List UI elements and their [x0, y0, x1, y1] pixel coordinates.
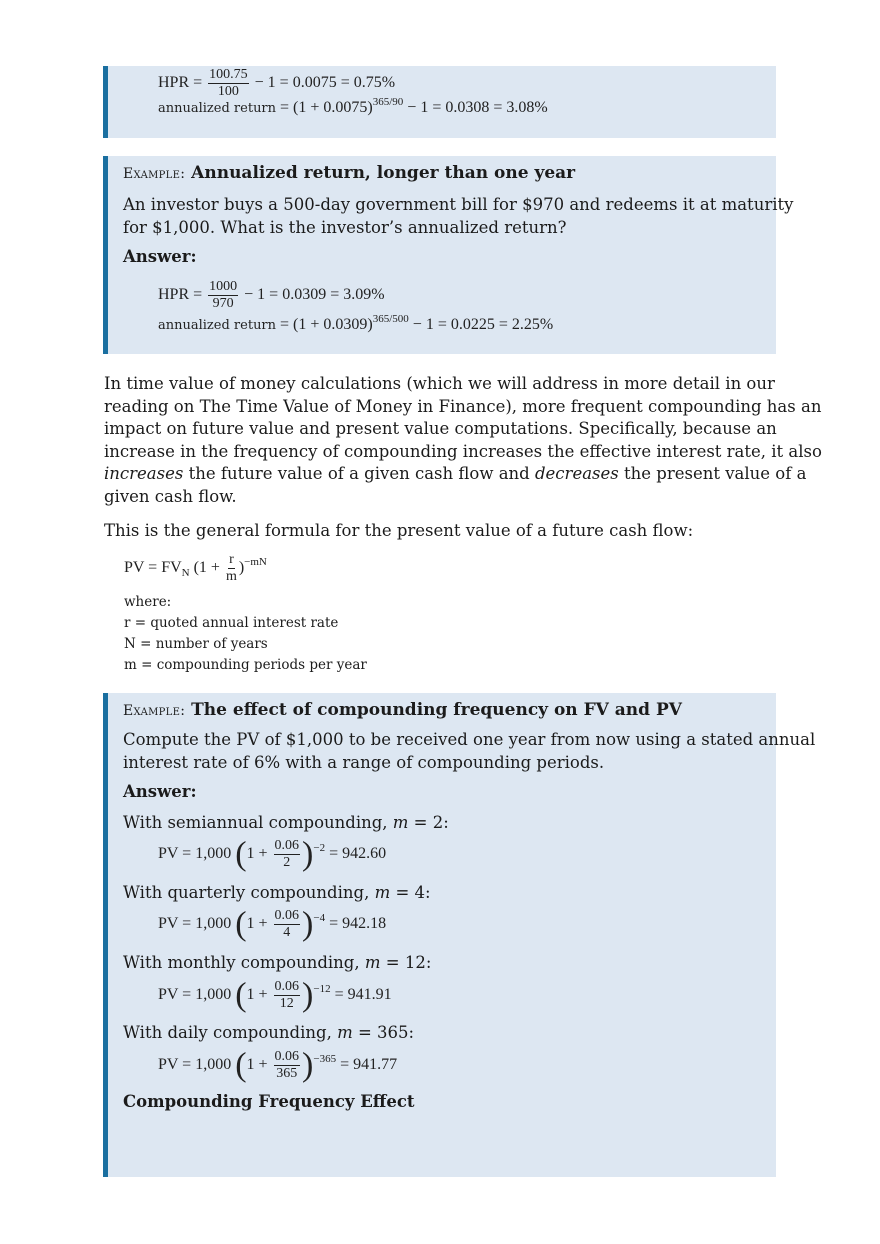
answer-label: Answer:	[123, 782, 197, 801]
annualized-return-formula: annualized return = $(1 + 0.0075)^{365/90} - 1 = 0.0308 = 3.08\%$	[158, 95, 548, 116]
case-label-semiannual: With semiannual compounding, m = 2:	[123, 813, 449, 832]
case-label-quarterly: With quarterly compounding, m = 4:	[123, 883, 431, 902]
formula-definitions: where: r = quoted annual interest rate N = number of years m = compounding periods per year	[124, 594, 367, 673]
pv-formula-monthly: PV = 1,000 (1 + $\frac{0.06}{12}$ )$^{-12}$ = 941.91	[158, 976, 392, 1014]
pv-formula-semiannual: PV = 1,000 (1 + $\frac{0.06}{2}$ )$^{-2}$ = 942.60	[158, 835, 387, 873]
body-paragraph: In time value of money calculations (which we will address in more detail in our reading on The Time Value of Money in Finance), more frequent compounding has an impact on future value and present value computations. Specifically, because an increase in the frequency of compounding increases the effective interest rate, it also increases the future value of a given cash flow and decreases the present value of a given cash flow.	[104, 374, 822, 506]
hpr-formula: HPR = $\frac{1000}{970}$ − 1 = 0.0309 = 3.09%	[158, 279, 385, 311]
example-title: Example: The effect of compounding frequency on FV and PV	[123, 700, 682, 720]
example-box-continued	[103, 66, 776, 138]
example-question: An investor buys a 500-day government bill for $970 and redeems it at maturity for $1,000. What is the investor’s annualized return?	[123, 195, 794, 237]
example-question: Compute the PV of $1,000 to be received one year from now using a stated annual interest rate of 6% with a range of compounding periods.	[123, 730, 816, 772]
hpr-formula: HPR = $\frac{100.75}{100}$ − 1 = 0.0075 = 0.75%	[158, 67, 396, 99]
case-label-daily: With daily compounding, m = 365:	[123, 1023, 415, 1042]
example-title: Example: Annualized return, longer than one year	[123, 163, 576, 183]
pv-general-formula: PV = $FV_N$ (1 + $\frac{r}{m}$ )$^{-mN}$	[124, 552, 267, 584]
formula-intro: This is the general formula for the present value of a future cash flow:	[104, 521, 694, 540]
example-box-compounding-frequency	[103, 693, 816, 1177]
annualized-return-formula: annualized return = $(1 + 0.0309)^{365/500} - 1 = 0.0225 = 2.25\%$	[158, 312, 554, 333]
pv-formula-quarterly: PV = 1,000 (1 + $\frac{0.06}{4}$ )$^{-4}$ = 942.18	[158, 905, 387, 943]
example-box-annualized-return	[103, 156, 794, 354]
answer-label: Answer:	[123, 247, 197, 266]
case-label-monthly: With monthly compounding, m = 12:	[123, 953, 432, 972]
pv-formula-daily: PV = 1,000 (1 + $\frac{0.06}{365}$ )$^{-365}$ = 941.77	[158, 1046, 398, 1084]
figure-title: Compounding Frequency Effect	[123, 1092, 415, 1111]
